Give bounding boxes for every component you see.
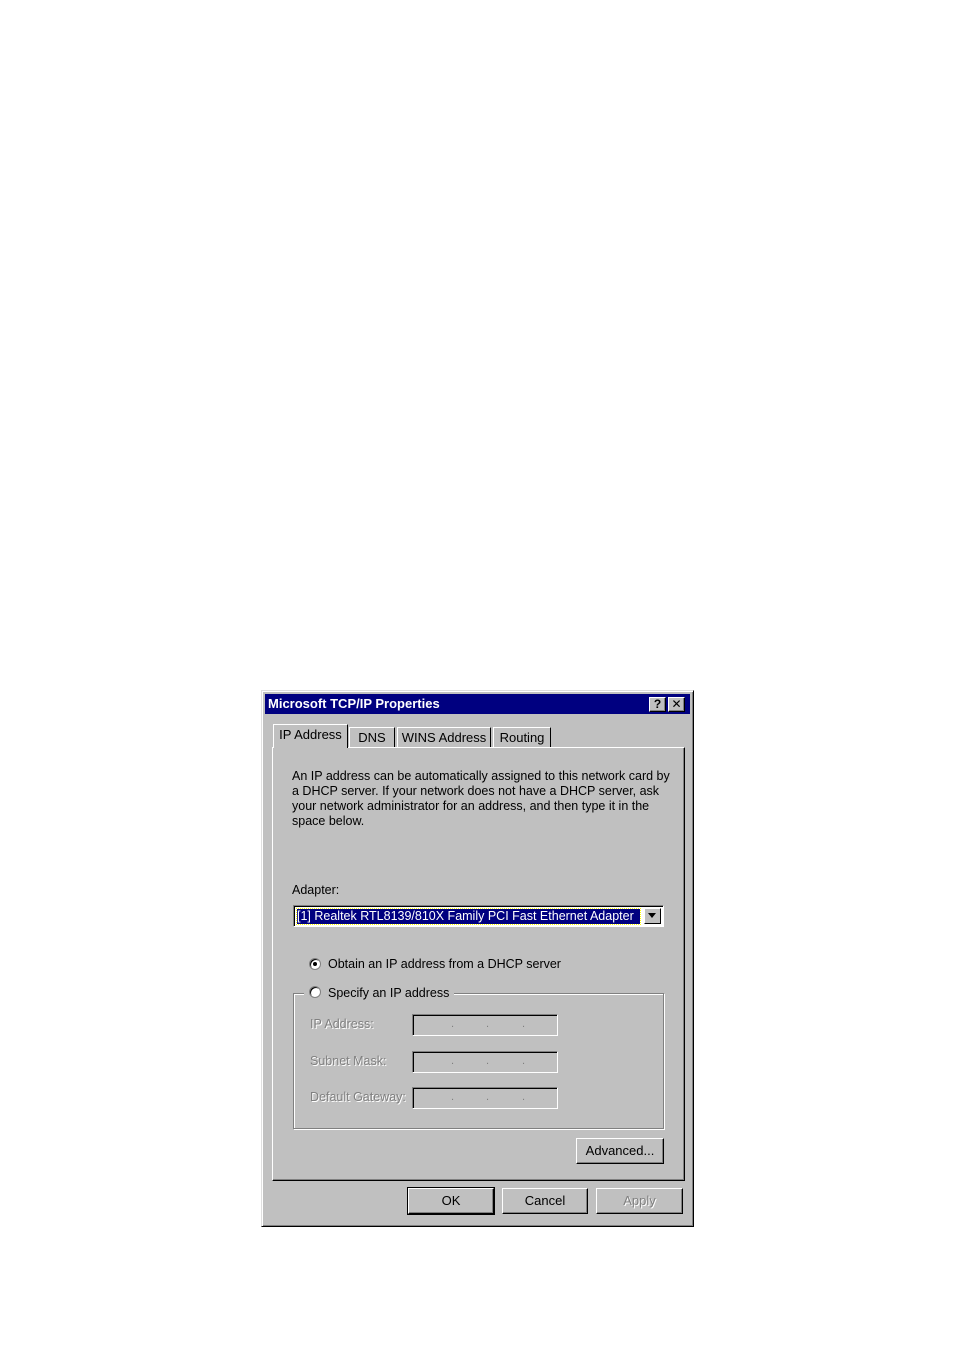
tcpip-properties-dialog bbox=[261, 690, 694, 1227]
subnet-mask-label: Subnet Mask: bbox=[310, 1054, 387, 1068]
default-gateway-field[interactable]: . . . bbox=[412, 1087, 558, 1109]
ip-address-label: IP Address: bbox=[310, 1017, 374, 1031]
default-gateway-label: Default Gateway: bbox=[310, 1090, 406, 1104]
ok-button[interactable]: OK bbox=[408, 1188, 494, 1214]
chevron-down-icon[interactable] bbox=[644, 908, 661, 924]
dhcp-radio[interactable] bbox=[309, 958, 321, 970]
subnet-mask-field[interactable]: . . . bbox=[412, 1051, 558, 1073]
adapter-label: Adapter: bbox=[292, 883, 340, 897]
specify-ip-legend bbox=[304, 986, 454, 1002]
specify-ip-radio[interactable] bbox=[309, 986, 321, 998]
adapter-select[interactable] bbox=[293, 905, 664, 927]
dhcp-radio-label[interactable]: Obtain an IP address from a DHCP server bbox=[328, 957, 561, 971]
title-bar[interactable] bbox=[265, 694, 690, 714]
specify-ip-radio-label[interactable]: Specify an IP address bbox=[328, 986, 450, 1000]
tab-routing[interactable]: Routing bbox=[493, 727, 551, 748]
window-title: Microsoft TCP/IP Properties bbox=[268, 696, 440, 711]
advanced-button[interactable]: Advanced... bbox=[576, 1138, 664, 1164]
help-icon[interactable]: ? bbox=[649, 697, 666, 712]
tab-dns[interactable]: DNS bbox=[349, 727, 395, 748]
description-text: An IP address can be automatically assigned to this network card by a DHCP server. If your network does not have a DHCP server, ask your network administrator for an address, and then type it in the space below. bbox=[292, 769, 670, 828]
close-icon[interactable]: ✕ bbox=[668, 697, 685, 712]
adapter-selected-value: [1] Realtek RTL8139/810X Family PCI Fast Ethernet Adapter bbox=[297, 909, 640, 924]
tab-wins-address[interactable]: WINS Address bbox=[397, 727, 491, 748]
cancel-button[interactable]: Cancel bbox=[502, 1188, 588, 1214]
tab-ip-address[interactable]: IP Address bbox=[273, 724, 348, 748]
apply-button[interactable]: Apply bbox=[596, 1188, 683, 1214]
ip-address-field[interactable]: . . . bbox=[412, 1014, 558, 1036]
